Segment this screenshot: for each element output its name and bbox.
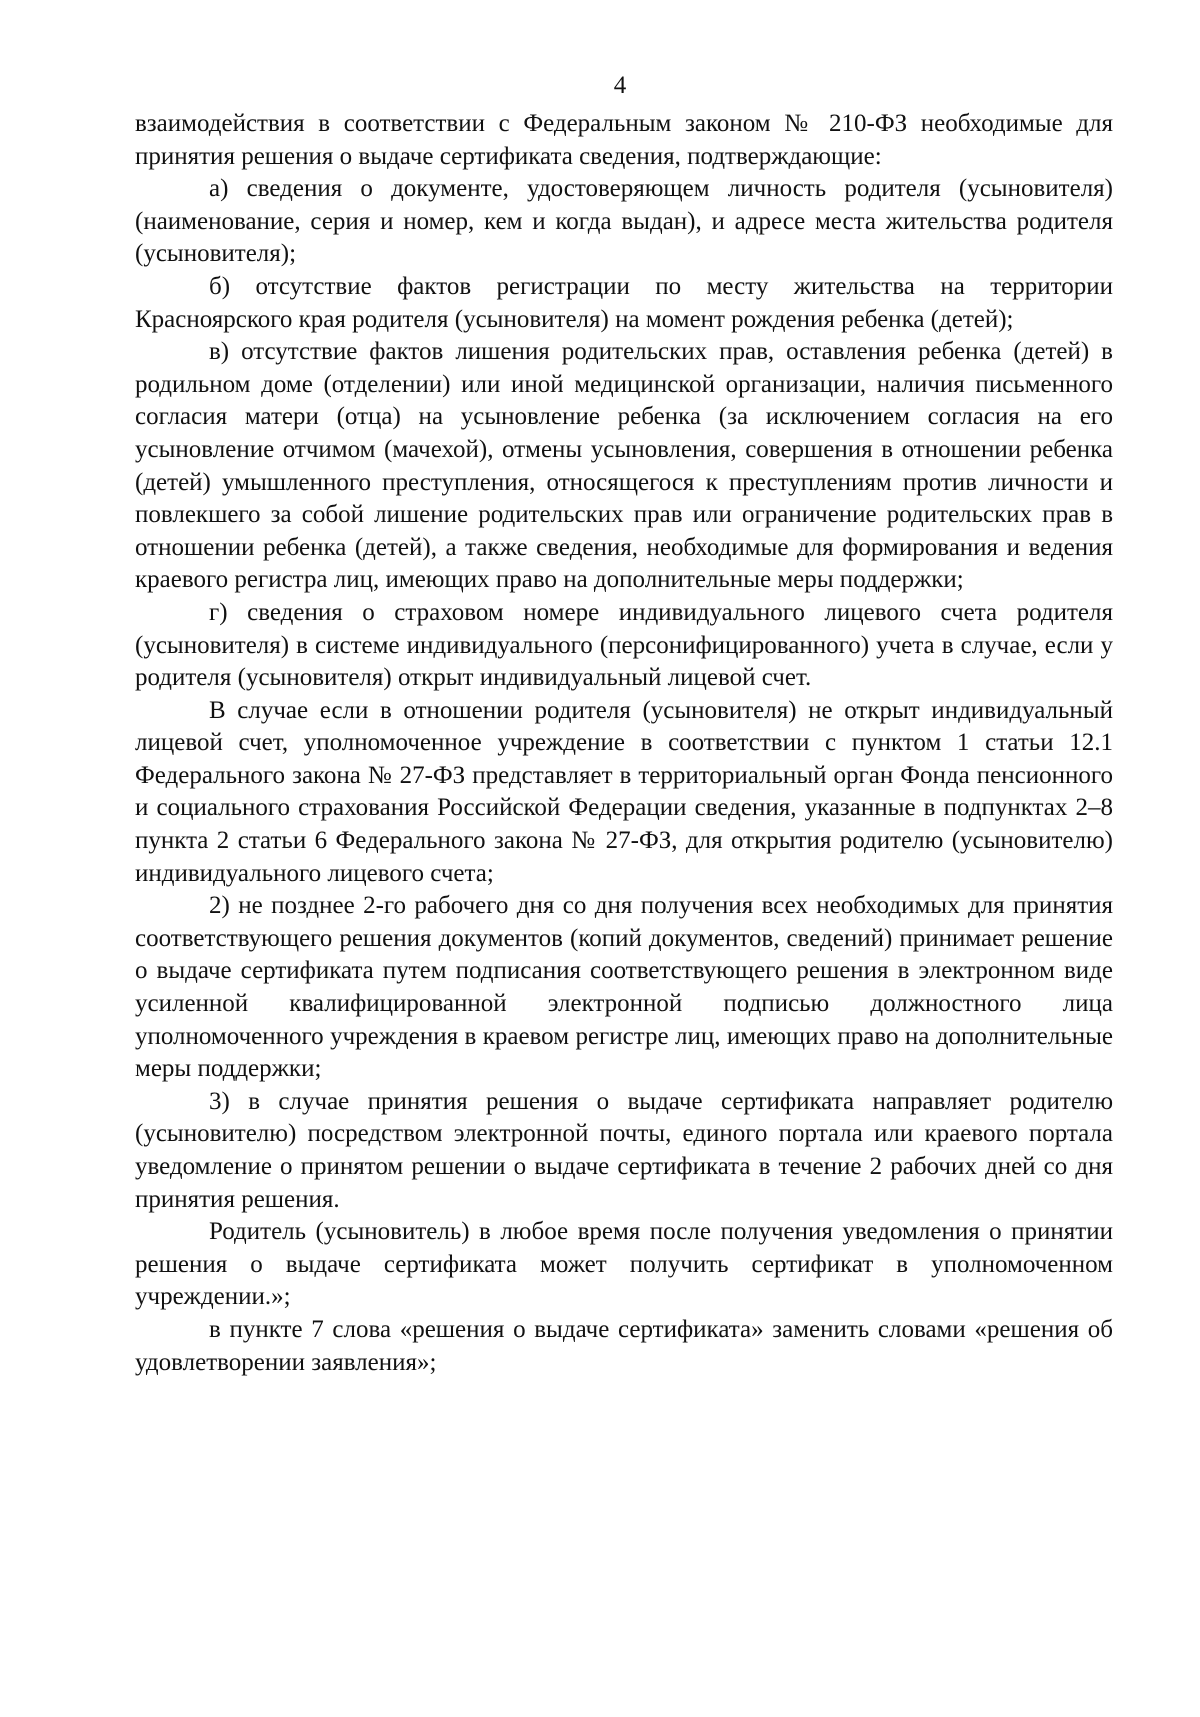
paragraph-parent-certificate: Родитель (усыновитель) в любое время после получения уведомления о принятии решения о выдаче сертификата может получить сертификат в уполномоченном учреждении.»; <box>135 1218 1113 1311</box>
page-number: 4 <box>613 72 627 99</box>
paragraph-item-b: б) отсутствие фактов регистрации по месту жительства на территории Красноярского края родителя (усыновителя) на момент рождения ребенка (детей); <box>135 272 1113 333</box>
paragraph-personal-account: В случае если в отношении родителя (усыновителя) не открыт индивидуальный лицевой счет, уполномоченное учреждение в соответствии с пунктом 1 статьи 12.1 Федерального закона № 27-ФЗ представляет в территориальный орган Фонда пенсионного и социального страхования Российской Федерации сведения, указанные в подпунктах 2–8 пункта 2 статьи 6 Федерального закона № 27-ФЗ, для открытия родителю (усыновителю) индивидуального лицевого счета; <box>135 696 1113 887</box>
paragraph-continuation: взаимодействия в соответствии с Федеральным законом № 210-ФЗ необходимые для принятия решения о выдаче сертификата сведения, подтверждающие: <box>135 110 1113 170</box>
document-body <box>135 108 1113 1379</box>
paragraph-item-3: 3) в случае принятия решения о выдаче сертификата направляет родителю (усыновителю) посредством электронной почты, единого портала или краевого портала уведомление о принятом решении о выдаче сертификата в течение 2 рабочих дней со дня принятия решения. <box>135 1087 1113 1213</box>
paragraph-point-7: в пункте 7 слова «решения о выдаче сертификата» заменить словами «решения об удовлетворении заявления»; <box>135 1315 1113 1376</box>
paragraph-item-2: 2) не позднее 2-го рабочего дня со дня получения всех необходимых для принятия соответствующего решения документов (копий документов, сведений) принимает решение о выдаче сертификата путем подписания соответствующего решения в электронном виде усиленной квалифицированной электронной подписью должностного лица уполномоченного учреждения в краевом регистре лиц, имеющих право на дополнительные меры поддержки; <box>135 892 1113 1083</box>
paragraph-item-v: в) отсутствие фактов лишения родительских прав, оставления ребенка (детей) в родильном доме (отделении) или иной медицинской организации, наличия письменного согласия матери (отца) на усыновление ребенка (за исключением согласия на его усыновление отчимом (мачехой), отмены усыновления, совершения в отношении ребенка (детей) умышленного преступления, относящегося к преступлениям против личности и повлекшего за собой лишение родительских прав или ограничение родительских прав в отношении ребенка (детей), а также сведения, необходимые для формирования и ведения краевого регистра лиц, имеющих право на дополнительные меры поддержки; <box>135 338 1113 594</box>
paragraph-item-a: а) сведения о документе, удостоверяющем личность родителя (усыновителя) (наименование, серия и номер, кем и когда выдан), и адресе места жительства родителя (усыновителя); <box>135 175 1113 268</box>
paragraph-item-g: г) сведения о страховом номере индивидуального лицевого счета родителя (усыновителя) в системе индивидуального (персонифицированного) учета в случае, если у родителя (усыновителя) открыт индивидуальный лицевой счет. <box>135 598 1113 692</box>
